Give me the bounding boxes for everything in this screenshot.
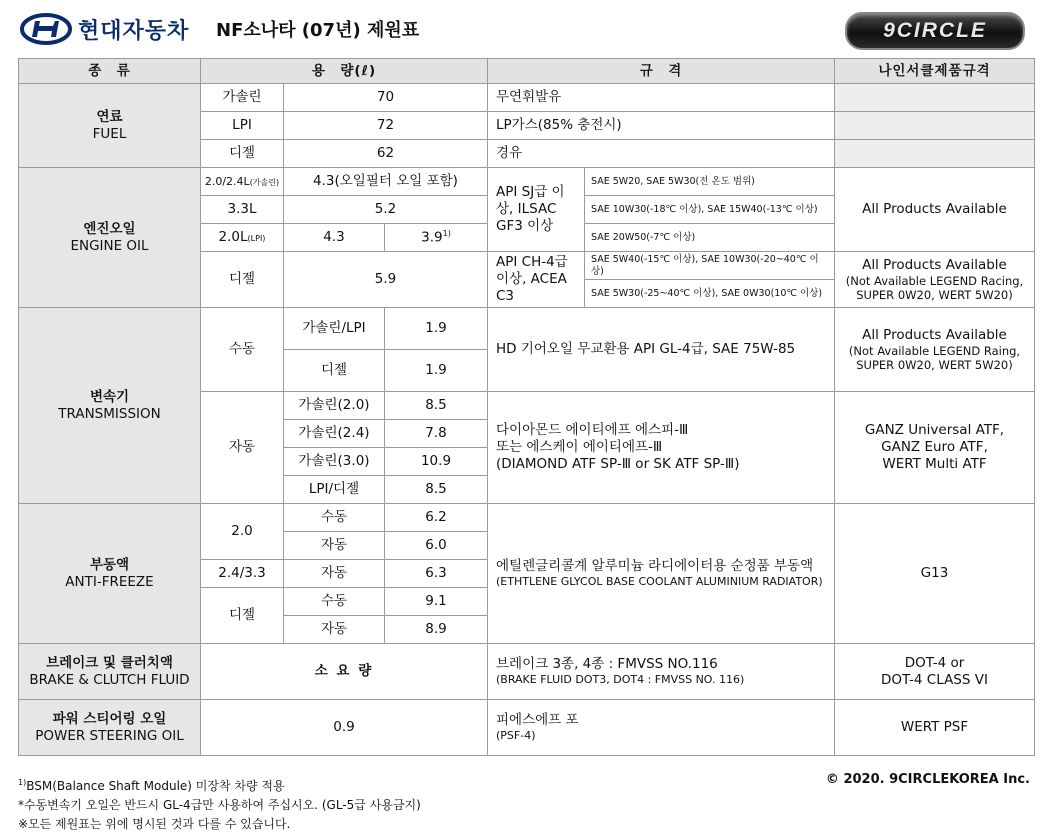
table-row	[19, 644, 1035, 700]
brake-spec	[488, 644, 835, 700]
category-transmission	[19, 308, 201, 504]
transmission-auto-spec	[488, 392, 835, 504]
engine-oil-gas-spec: API SJ급 이상, ILSAC GF3 이상	[488, 168, 585, 252]
engine-oil-capacity: 4.3	[284, 224, 385, 252]
antifreeze-capacity: 8.9	[385, 616, 488, 644]
spec-line: 브레이크 3종, 4종 : FMVSS NO.116	[496, 656, 718, 673]
antifreeze-type: 수동	[284, 504, 385, 532]
transmission-type: 가솔린/LPI	[284, 308, 385, 350]
transmission-manual-spec: HD 기어오일 무교환용 API GL-4급, SAE 75W-85	[488, 308, 835, 392]
engine-oil-grade: SAE 5W20, SAE 5W30(전 온도 범위)	[585, 168, 835, 196]
antifreeze-capacity: 6.3	[385, 560, 488, 588]
spec-line: 피에스에프 포	[496, 712, 579, 729]
engine-oil-capacity-value: 3.9	[421, 229, 443, 246]
engine-oil-type-label: 2.0/2.4L	[204, 174, 250, 188]
product-note: (Not Available LEGEND Raing, SUPER 0W20, WERT 5W20)	[848, 343, 1021, 372]
footnote-text: BSM(Balance Shaft Module) 미장착 차량 적용	[26, 779, 285, 793]
col-header-spec: 규 격	[488, 59, 835, 84]
antifreeze-engine: 디젤	[201, 588, 284, 644]
fuel-product	[835, 112, 1035, 140]
category-name-en: TRANSMISSION	[58, 405, 161, 422]
page-header	[0, 0, 1050, 58]
engine-oil-capacity: 4.3(오일필터 오일 포함)	[284, 168, 488, 196]
product-line: GANZ Universal ATF,	[864, 422, 1005, 439]
category-name-en: ENGINE OIL	[70, 237, 149, 254]
footnote-1	[18, 773, 421, 796]
spec-line: 에틸렌글리콜계 알루미늄 라디에이터용 순정품 부동액	[496, 558, 814, 575]
col-header-nine-circle: 나인서클제품규격	[835, 59, 1035, 84]
spec-line-en: (BRAKE FLUID DOT3, DOT4 : FMVSS NO. 116)	[496, 673, 745, 687]
engine-oil-grade: SAE 20W50(-7℃ 이상)	[585, 224, 835, 252]
ninecircle-logo	[845, 12, 1025, 50]
product-text: All Products Available	[862, 256, 1007, 273]
transmission-type: 가솔린(2.0)	[284, 392, 385, 420]
engine-oil-grade: SAE 5W30(-25~40℃ 이상), SAE 0W30(10℃ 이상)	[585, 280, 835, 308]
product-line: GANZ Euro ATF,	[881, 439, 988, 456]
category-antifreeze	[19, 504, 201, 644]
brake-product	[835, 644, 1035, 700]
page-title: NF소나타 (07년) 제원표	[216, 20, 420, 41]
table-row	[19, 308, 1035, 350]
antifreeze-capacity: 6.0	[385, 532, 488, 560]
transmission-auto-label: 자동	[201, 392, 284, 504]
antifreeze-type: 수동	[284, 588, 385, 616]
table-row	[19, 84, 1035, 112]
transmission-type: 가솔린(2.4)	[284, 420, 385, 448]
transmission-type: LPI/디젤	[284, 476, 385, 504]
engine-oil-type-sub: (LPI)	[247, 234, 266, 244]
footnote-mark: 1)	[18, 778, 27, 787]
footnote-3: ※모든 제원표는 위에 명시된 것과 다를 수 있습니다.	[18, 817, 291, 831]
category-name: 연료	[96, 108, 123, 125]
footnotes	[18, 773, 421, 834]
fuel-type: LPI	[201, 112, 284, 140]
transmission-capacity: 10.9	[385, 448, 488, 476]
category-name: 부동액	[89, 556, 130, 573]
fuel-type: 가솔린	[201, 84, 284, 112]
transmission-manual-label: 수동	[201, 308, 284, 392]
antifreeze-capacity: 6.2	[385, 504, 488, 532]
copyright: © 2020. 9CIRCLEKOREA Inc.	[825, 772, 1030, 787]
transmission-capacity: 1.9	[385, 350, 488, 392]
engine-oil-grade: SAE 10W30(-18℃ 이상), SAE 15W40(-13℃ 이상)	[585, 196, 835, 224]
engine-oil-type-sub: (가솔린)	[249, 177, 280, 187]
footnote-mark: 1)	[442, 228, 451, 238]
transmission-type: 가솔린(3.0)	[284, 448, 385, 476]
engine-oil-grade: SAE 5W40(-15℃ 이상), SAE 10W30(-20~40℃ 이상)	[585, 252, 835, 280]
footnote-2: *수동변속기 오일은 반드시 GL-4급만 사용하여 주십시오. (GL-5급 사용금지)	[18, 798, 421, 812]
spec-table	[18, 58, 1035, 756]
engine-oil-type	[201, 168, 284, 196]
antifreeze-type: 자동	[284, 532, 385, 560]
brake-capacity: 소 요 량	[201, 644, 488, 700]
ninecircle-logo-text: 9CIRCLE	[883, 19, 987, 42]
steering-spec	[488, 700, 835, 756]
fuel-capacity: 62	[284, 140, 488, 168]
engine-oil-capacity: 5.2	[284, 196, 488, 224]
fuel-product	[835, 84, 1035, 112]
category-name: 변속기	[89, 388, 130, 405]
transmission-type: 디젤	[284, 350, 385, 392]
fuel-spec: LP가스(85% 충전시)	[488, 112, 835, 140]
spec-line-en: (PSF-4)	[496, 729, 536, 743]
product-text: All Products Available	[862, 326, 1007, 343]
product-line: DOT-4 CLASS VI	[881, 671, 988, 688]
transmission-manual-product	[835, 308, 1035, 392]
product-note: (Not Available LEGEND Racing, SUPER 0W20, WERT 5W20)	[845, 273, 1024, 302]
category-fuel	[19, 84, 201, 168]
antifreeze-engine: 2.0	[201, 504, 284, 560]
col-header-kind: 종 류	[19, 59, 201, 84]
transmission-capacity: 1.9	[385, 308, 488, 350]
steering-capacity: 0.9	[201, 700, 488, 756]
antifreeze-type: 자동	[284, 560, 385, 588]
category-name-en: ANTI-FREEZE	[65, 573, 154, 590]
brand-name: 현대자동차	[78, 18, 190, 44]
fuel-capacity: 72	[284, 112, 488, 140]
transmission-capacity: 8.5	[385, 392, 488, 420]
table-row	[19, 168, 1035, 196]
engine-oil-capacity-bsm	[385, 224, 488, 252]
category-name-en: POWER STEERING OIL	[35, 727, 184, 744]
category-name-en: BRAKE & CLUTCH FLUID	[29, 671, 190, 688]
hyundai-logo	[20, 13, 189, 45]
fuel-capacity: 70	[284, 84, 488, 112]
engine-oil-gas-product: All Products Available	[835, 168, 1035, 252]
category-engine-oil	[19, 168, 201, 308]
fuel-spec: 무연휘발유	[488, 84, 835, 112]
category-name: 브레이크 및 클러치액	[46, 654, 173, 671]
fuel-spec: 경유	[488, 140, 835, 168]
category-power-steering	[19, 700, 201, 756]
table-header-row	[19, 59, 1035, 84]
product-line: DOT-4 or	[904, 654, 965, 671]
engine-oil-capacity: 5.9	[284, 252, 488, 308]
spec-line: 다이아몬드 에이티에프 에스피-Ⅲ	[496, 422, 689, 439]
category-name: 파워 스티어링 오일	[52, 710, 167, 727]
antifreeze-engine: 2.4/3.3	[201, 560, 284, 588]
antifreeze-capacity: 9.1	[385, 588, 488, 616]
spec-line: (DIAMOND ATF SP-Ⅲ or SK ATF SP-Ⅲ)	[496, 455, 740, 472]
antifreeze-spec	[488, 504, 835, 644]
engine-oil-type: 디젤	[201, 252, 284, 308]
engine-oil-type: 3.3L	[201, 196, 284, 224]
spec-line: 또는 에스케이 에이티에프-Ⅲ	[496, 439, 663, 456]
transmission-capacity: 7.8	[385, 420, 488, 448]
table-row	[19, 504, 1035, 532]
product-line: WERT Multi ATF	[882, 455, 987, 472]
table-row	[19, 700, 1035, 756]
engine-oil-type	[201, 224, 284, 252]
steering-product: WERT PSF	[835, 700, 1035, 756]
fuel-type: 디젤	[201, 140, 284, 168]
category-name-en: FUEL	[92, 125, 127, 142]
antifreeze-type: 자동	[284, 616, 385, 644]
hyundai-emblem-icon	[20, 13, 72, 45]
transmission-capacity: 8.5	[385, 476, 488, 504]
category-brake	[19, 644, 201, 700]
col-header-capacity: 용 량(ℓ)	[201, 59, 488, 84]
spec-line-en: (ETHTLENE GLYCOL BASE COOLANT ALUMINIUM RADIATOR)	[496, 575, 823, 589]
engine-oil-diesel-product	[835, 252, 1035, 308]
antifreeze-product: G13	[835, 504, 1035, 644]
engine-oil-diesel-spec: API CH-4급 이상, ACEA C3	[488, 252, 585, 308]
engine-oil-type-label: 2.0L	[218, 229, 248, 246]
category-name: 엔진오일	[83, 220, 136, 237]
fuel-product	[835, 140, 1035, 168]
transmission-auto-product	[835, 392, 1035, 504]
